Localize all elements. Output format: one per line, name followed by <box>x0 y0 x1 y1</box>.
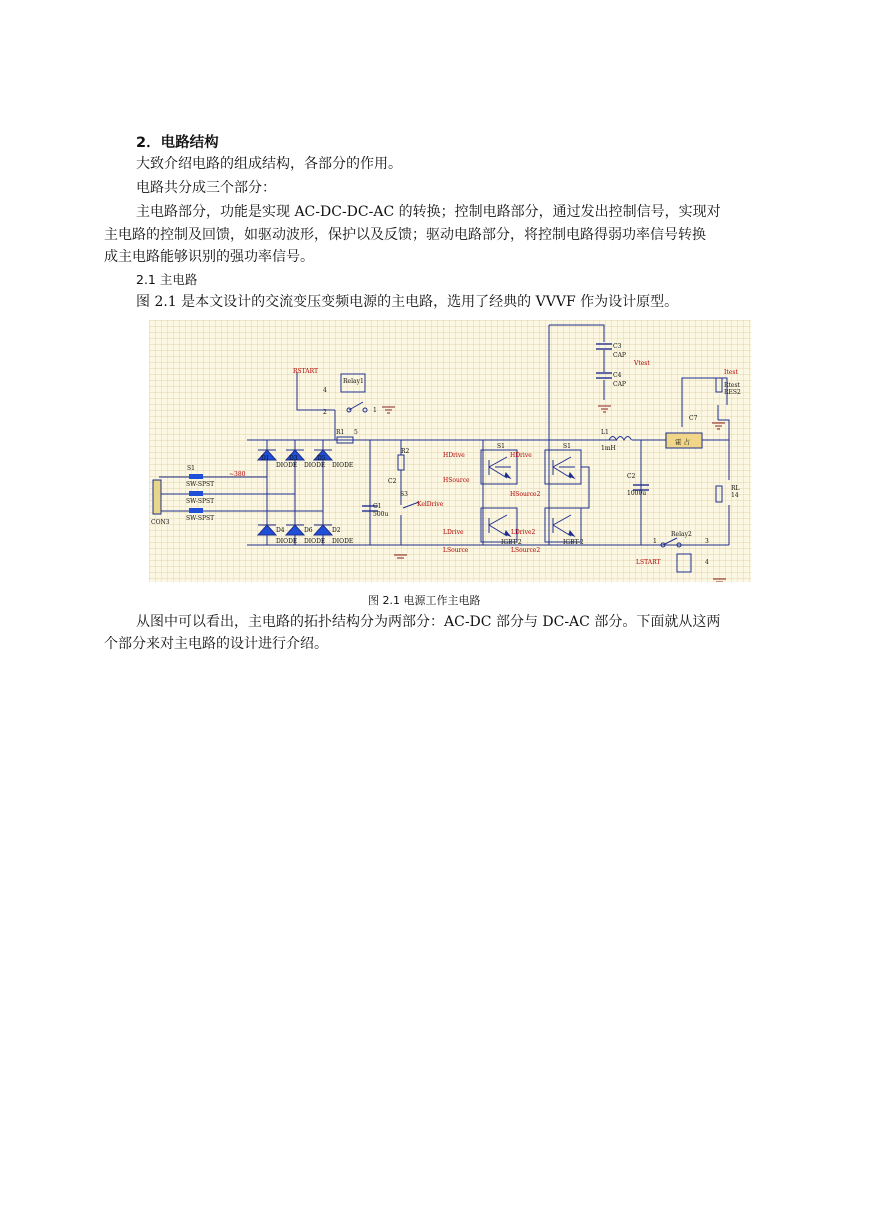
label-hdrive-2: HDrive <box>510 452 532 459</box>
figure-caption: 图 2.1 电源工作主电路 <box>368 594 481 607</box>
label-diode-2: DIODE <box>304 462 326 469</box>
label-igbt2-2: IGBT-2 <box>563 539 584 546</box>
label-diode-3: DIODE <box>332 462 354 469</box>
label-hsource: HSource <box>443 477 470 484</box>
label-d5: D5 <box>317 455 326 462</box>
label-c2-val: 1000u <box>627 490 647 497</box>
label-res2: RES2 <box>724 389 741 396</box>
label-diode-4: DIODE <box>276 538 298 545</box>
label-sw-spst-2: SW-SPST <box>186 498 215 505</box>
intro-line: 大致介绍电路的组成结构，各部分的作用。 <box>136 156 402 172</box>
label-l1-val: 1mH <box>601 445 616 452</box>
label-cap-1: CAP <box>613 352 626 359</box>
label-vtest: Vtest <box>634 360 650 367</box>
label-hdrive-1: HDrive <box>443 452 465 459</box>
label-hsource2: HSource2 <box>510 491 541 498</box>
label-pin3-r2: 3 <box>705 538 709 545</box>
label-rtest: Rtest <box>724 382 740 389</box>
label-c3: C3 <box>613 343 622 350</box>
label-sw-spst-1: SW-SPST <box>186 481 215 488</box>
label-d2: D2 <box>332 527 341 534</box>
section-heading: 2．电路结构 <box>136 135 219 151</box>
label-l1: L1 <box>601 429 609 436</box>
label-d4: D4 <box>276 527 285 534</box>
label-pin4: 4 <box>323 387 327 394</box>
label-c1-val: 500u <box>373 511 389 518</box>
label-c2: C2 <box>627 473 636 480</box>
label-q1: S1 <box>497 443 505 450</box>
circuit-schematic <box>149 320 751 582</box>
label-c2-small: C2 <box>388 478 397 485</box>
label-pin1-r2: 1 <box>653 538 657 545</box>
figure-intro: 图 2.1 是本文设计的交流变压变频电源的主电路，选用了经典的 VVVF 作为设计原型。 <box>136 294 679 310</box>
label-rl: RL <box>731 485 740 492</box>
conclusion-line-2: 个部分来对主电路的设计进行介绍。 <box>104 636 328 652</box>
label-ldrive2: LDrive2 <box>511 529 536 536</box>
label-pin1: 1 <box>373 407 377 414</box>
label-rl-val: 14 <box>731 492 739 499</box>
label-pin2: 2 <box>323 409 327 416</box>
label-pin5: 5 <box>354 429 358 436</box>
label-con3: CON3 <box>151 519 170 526</box>
label-q2: S1 <box>563 443 571 450</box>
label-d1: D1 <box>261 455 270 462</box>
parts-line: 电路共分成三个部分： <box>136 180 276 196</box>
label-ldrive: LDrive <box>443 529 464 536</box>
label-d6: D6 <box>304 527 313 534</box>
label-lstart: LSTART <box>636 559 661 566</box>
label-s1: S1 <box>187 465 195 472</box>
description-line-1: 主电路部分，功能是实现 AC-DC-DC-AC 的转换；控制电路部分，通过发出控制信号，实现对 <box>136 204 721 220</box>
description-line-3: 成主电路能够识别的强功率信号。 <box>104 249 314 265</box>
label-s3: S3 <box>400 491 408 498</box>
conclusion-line-1: 从图中可以看出，主电路的拓扑结构分为两部分：AC-DC 部分与 DC-AC 部分。下面就从这两 <box>136 614 721 630</box>
label-diode-5: DIODE <box>304 538 326 545</box>
subsection-heading: 2.1 主电路 <box>136 272 198 287</box>
label-pin4-r2: 4 <box>705 559 709 566</box>
label-rstart: RSTART <box>293 368 319 375</box>
label-r2: R2 <box>401 448 410 455</box>
label-sw-spst-3: SW-SPST <box>186 515 215 522</box>
label-c4: C4 <box>613 372 622 379</box>
label-diode-1: DIODE <box>276 462 298 469</box>
label-itest: Itest <box>724 369 738 376</box>
label-keldrive: KelDrive <box>417 501 444 508</box>
label-r1: R1 <box>336 429 345 436</box>
label-cap-2: CAP <box>613 381 626 388</box>
label-lsource2: LSource2 <box>511 547 541 554</box>
label-lsource: LSource <box>443 547 469 554</box>
label-c1: C1 <box>373 503 382 510</box>
label-d3: D3 <box>289 455 298 462</box>
description-line-2: 主电路的控制及回馈，如驱动波形，保护以及反馈；驱动电路部分，将控制电路得弱功率信号转换 <box>104 227 706 243</box>
label-v380: ~380 <box>229 471 246 478</box>
label-igbt2-1: IGBT-2 <box>501 539 522 546</box>
label-hall: 霍 占 <box>675 438 691 446</box>
label-c7: C7 <box>689 415 698 422</box>
label-relay2: Relay2 <box>671 531 692 538</box>
label-diode-6: DIODE <box>332 538 354 545</box>
label-relay1: Relay1 <box>343 378 364 385</box>
